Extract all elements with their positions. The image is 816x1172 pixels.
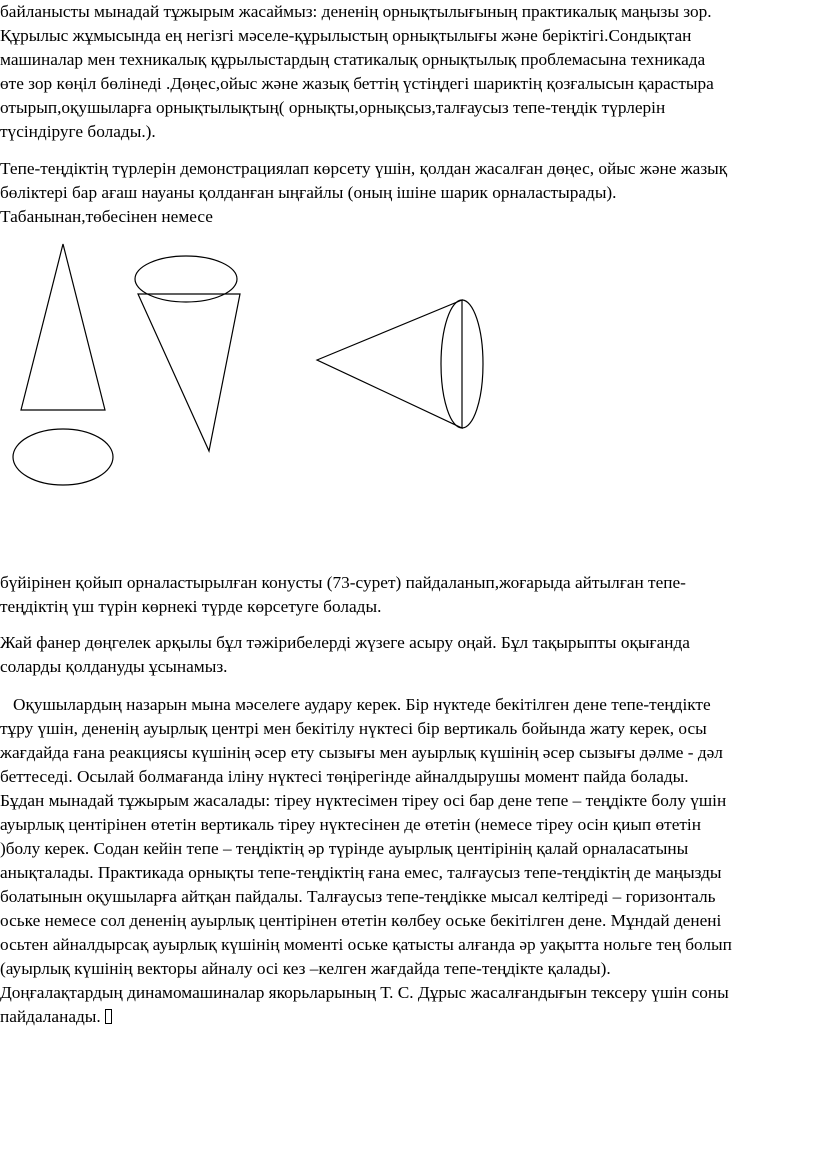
text-line: отырып,оқушыларға орнықтылықтың( орнықты,орнықсыз,талғаусыз тепе-теңдік түрлерін xyxy=(0,98,666,117)
text-line: жағдайда ғана реакциясы күшінің әсер ету сызығы мен ауырлық күшінің әсер сызығы дәлме - дәл xyxy=(0,743,723,762)
text-line-last xyxy=(0,1005,816,1029)
cone-standing-on-apex xyxy=(135,256,240,451)
text-line: ауырлық центірінен өтетін вертикаль тіреу нүктесінен де өтетін (немесе тіреу осін қиып өтетін xyxy=(0,815,701,834)
text-line: беттеседі. Осылай болмағанда іліну нүктесі төңірегінде айналдырушы момент пайда болады. xyxy=(0,767,689,786)
text-line: Жай фанер дөңгелек арқылы бұл тәжірибелерді жүзеге асыру оңай. Бұл тақырыпты оқығанда xyxy=(0,633,690,652)
text-line: Оқушылардың назарын мына мәселеге аудару керек. Бір нүктеде бекітілген дене тепе-теңдікте xyxy=(0,695,711,714)
text-line: машиналар мен техникалық құрылыстардың статикалық орнықтылық проблемасына техникада xyxy=(0,50,706,69)
paragraph-5 xyxy=(0,693,816,1029)
text-line: соларды қолдануды ұсынамыз. xyxy=(0,657,228,676)
text-line: теңдіктің үш түрін көрнекі түрде көрсетуге болады. xyxy=(0,597,382,616)
paragraph-3 xyxy=(0,571,816,619)
cone-equilibrium-figure xyxy=(0,238,816,488)
text-line: өте зор көңіл бөлінеді .Дөңес,ойыс және жазық беттің үстіңдегі шариктің қозғалысын қарастыра xyxy=(0,74,714,93)
text-line: бүйірінен қойып орналастырылған конусты (73-сурет) пайдаланып,жоғарыда айтылған тепе- xyxy=(0,573,686,592)
paragraph-1 xyxy=(0,0,816,144)
text-line: түсіндіруге болады.). xyxy=(0,122,156,141)
text-line: осьтен айналдырсақ ауырлық күшінің моменті оське қатысты алғанда әр уақытта нольге тең болып xyxy=(0,935,732,954)
text-line: Құрылыс жұмысында ең негізгі мәселе-құрылыстың орнықтылығы және беріктігі.Сондықтан xyxy=(0,26,692,45)
text-line: Тепе-теңдіктің түрлерін демонстрациялап көрсету үшін, қолдан жасалған дөңес, ойыс және жазық xyxy=(0,159,728,178)
text-line: Бұдан мынадай тұжырым жасалады: тіреу нүктесімен тіреу осі бар дене тепе – теңдікте болу үшін xyxy=(0,791,727,810)
paragraph-2 xyxy=(0,157,816,229)
missing-glyph-icon xyxy=(105,1009,112,1024)
cone-standing-on-base xyxy=(13,244,113,485)
text-line: оське немесе сол дененің ауырлық центірінен өтетін көлбеу оське бекітілген дене. Мұндай денені xyxy=(0,911,722,930)
text-line: тұру үшін, дененің ауырлық центрі мен бекітілу нүктесі бір вертикаль бойында жату керек, осы xyxy=(0,719,707,738)
text-line-content: пайдаланады. xyxy=(0,1007,101,1026)
text-line: )болу керек. Содан кейін тепе – теңдіктің әр түрінде ауырлық центірінің қалай орналасатыны xyxy=(0,839,689,858)
cone-lying-on-side xyxy=(317,300,483,428)
text-line: бөліктері бар ағаш науаны қолданған ыңғайлы (оның ішіне шарик орналастырады). xyxy=(0,183,617,202)
text-line: (ауырлық күшінің векторы айналу осі кез –келген жағдайда тепе-теңдікте қалады). xyxy=(0,959,611,978)
text-line: болатынын оқушыларға айтқан пайдалы. Талғаусыз тепе-теңдікке мысал келтіреді – горизонталь xyxy=(0,887,716,906)
text-line: анықталады. Практикада орнықты тепе-теңдіктің ғана емес, талғаусыз тепе-теңдіктің де маңызды xyxy=(0,863,722,882)
text-line: байланысты мынадай тұжырым жасаймыз: дененің орнықтылығының практикалық маңызы зор. xyxy=(0,2,712,21)
paragraph-4 xyxy=(0,631,816,679)
text-line: Доңғалақтардың динамомашиналар якорьларының Т. С. Дұрыс жасалғандығын тексеру үшін соны xyxy=(0,983,729,1002)
text-line: Табанынан,төбесінен немесе xyxy=(0,207,213,226)
